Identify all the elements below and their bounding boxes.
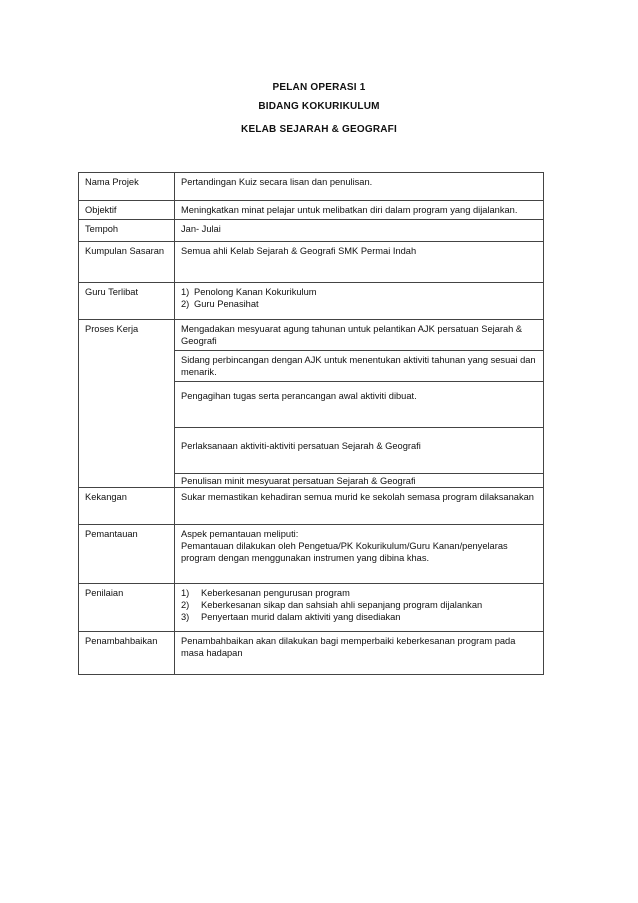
list-item bbox=[181, 286, 538, 298]
row-label: Penilaian bbox=[79, 584, 175, 632]
process-step: Penulisan minit mesyuarat persatuan Sejarah & Geografi bbox=[175, 474, 544, 488]
table-row bbox=[79, 201, 544, 220]
process-step: Pengagihan tugas serta perancangan awal aktiviti dibuat. bbox=[175, 382, 544, 428]
table-row bbox=[79, 320, 544, 351]
list-number: 2) bbox=[181, 600, 190, 610]
row-value bbox=[175, 525, 544, 584]
row-label: Proses Kerja bbox=[79, 320, 175, 488]
document-subtitle-bidang: BIDANG KOKURIKULUM bbox=[258, 101, 380, 112]
document-subtitle-kelab: KELAB SEJARAH & GEOGRAFI bbox=[241, 124, 397, 135]
row-value: Meningkatkan minat pelajar untuk melibatkan diri dalam program yang dijalankan. bbox=[175, 201, 544, 220]
table-row bbox=[79, 220, 544, 242]
list-number: 2) bbox=[181, 299, 190, 309]
process-step: Perlaksanaan aktiviti-aktiviti persatuan Sejarah & Geografi bbox=[175, 428, 544, 474]
table-row bbox=[79, 242, 544, 283]
document-title: PELAN OPERASI 1 bbox=[272, 82, 366, 93]
process-step: Mengadakan mesyuarat agung tahunan untuk pelantikan AJK persatuan Sejarah & Geografi bbox=[175, 320, 544, 351]
row-label: Nama Projek bbox=[79, 173, 175, 201]
row-value bbox=[175, 584, 544, 632]
table-row bbox=[79, 488, 544, 525]
list-number: 1) bbox=[181, 287, 190, 297]
row-label: Kekangan bbox=[79, 488, 175, 525]
list-item bbox=[181, 599, 538, 611]
row-label: Penambahbaikan bbox=[79, 632, 175, 675]
row-value bbox=[175, 283, 544, 320]
process-step: Sidang perbincangan dengan AJK untuk menentukan aktiviti tahunan yang sesuai dan menarik. bbox=[175, 351, 544, 382]
row-label: Pemantauan bbox=[79, 525, 175, 584]
row-label: Objektif bbox=[79, 201, 175, 220]
table-row bbox=[79, 584, 544, 632]
row-value: Pertandingan Kuiz secara lisan dan penulisan. bbox=[175, 173, 544, 201]
table-row bbox=[79, 632, 544, 675]
list-item bbox=[181, 587, 538, 599]
table-row bbox=[79, 283, 544, 320]
row-value: Penambahbaikan akan dilakukan bagi memperbaiki keberkesanan program pada masa hadapan bbox=[175, 632, 544, 675]
row-value: Sukar memastikan kehadiran semua murid ke sekolah semasa program dilaksanakan bbox=[175, 488, 544, 525]
list-number: 3) bbox=[181, 612, 190, 622]
monitoring-intro: Aspek pemantauan meliputi: bbox=[181, 529, 299, 539]
list-text: Keberkesanan sikap dan sahsiah ahli sepanjang program dijalankan bbox=[201, 600, 483, 610]
row-label: Tempoh bbox=[79, 220, 175, 242]
row-value: Semua ahli Kelab Sejarah & Geografi SMK Permai Indah bbox=[175, 242, 544, 283]
list-text: Guru Penasihat bbox=[194, 299, 259, 309]
list-text: Keberkesanan pengurusan program bbox=[201, 588, 350, 598]
list-text: Penyertaan murid dalam aktiviti yang disediakan bbox=[201, 612, 401, 622]
monitoring-detail: Pemantauan dilakukan oleh Pengetua/PK Kokurikulum/Guru Kanan/penyelaras program dengan menggunakan instrumen yang dibina khas. bbox=[181, 541, 508, 563]
row-value: Jan- Julai bbox=[175, 220, 544, 242]
row-label: Guru Terlibat bbox=[79, 283, 175, 320]
table-row bbox=[79, 173, 544, 201]
list-item bbox=[181, 298, 538, 310]
list-number: 1) bbox=[181, 588, 190, 598]
table-row bbox=[79, 525, 544, 584]
operation-plan-table bbox=[78, 172, 544, 675]
list-text: Penolong Kanan Kokurikulum bbox=[194, 287, 317, 297]
row-label: Kumpulan Sasaran bbox=[79, 242, 175, 283]
list-item bbox=[181, 611, 538, 623]
